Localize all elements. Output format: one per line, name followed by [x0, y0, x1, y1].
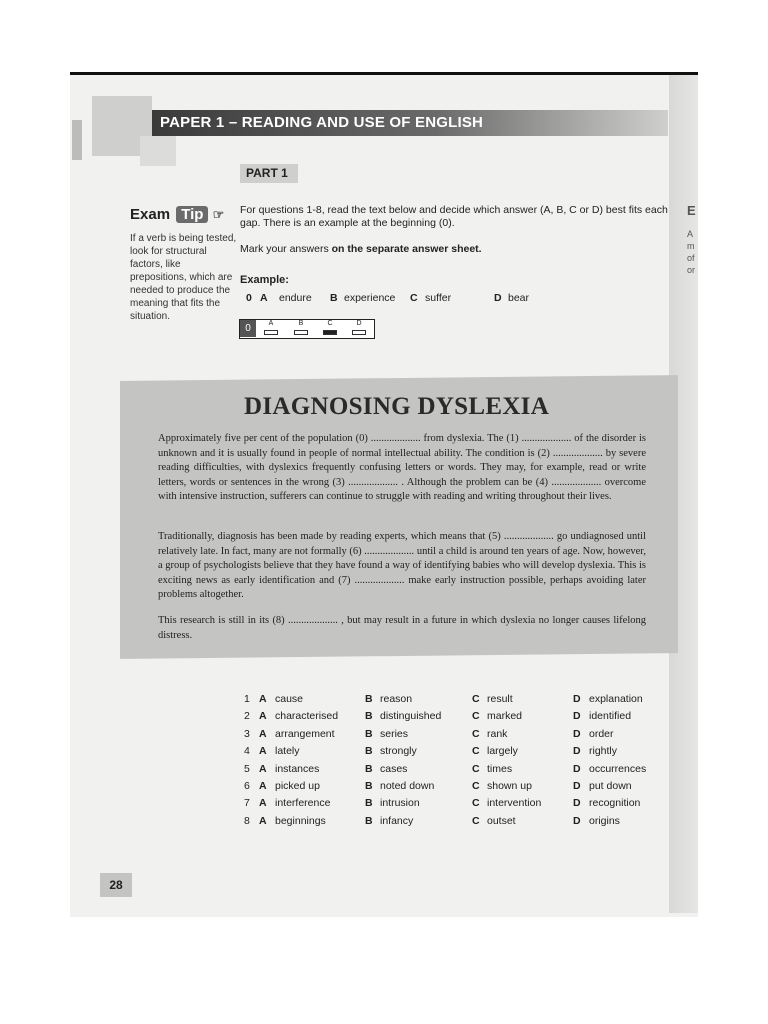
exam-tip-title: [130, 206, 224, 223]
option-letter: D: [573, 693, 581, 705]
option-c: result: [487, 693, 513, 705]
next-page-fragment: of: [687, 253, 695, 263]
instructions-mark-answers: [240, 243, 670, 256]
answer-options-table: [244, 693, 664, 832]
article-paragraph: This research is still in its (8) ................... , but may result in a future in which dyslexia no longer causes lifelong distress.: [158, 615, 646, 641]
option-letter: A: [259, 710, 267, 723]
example-letter: A: [260, 292, 268, 304]
question-number: 7: [244, 797, 250, 810]
option-d: origins: [589, 814, 620, 827]
option-letter: C: [472, 797, 480, 810]
option-letter: D: [573, 727, 581, 740]
question-number: 5: [244, 762, 250, 775]
answer-slot-a: [264, 330, 278, 335]
next-page-fragment: m: [687, 241, 695, 251]
option-d: identified: [589, 710, 632, 723]
option-letter: B: [365, 814, 373, 827]
option-letter: D: [573, 797, 581, 810]
option-letter: C: [472, 727, 480, 740]
next-page-fragment: A: [687, 229, 694, 239]
example-option: endure: [279, 292, 312, 304]
option-letter: D: [573, 710, 581, 723]
answer-box-letter: A: [268, 320, 274, 327]
example-letter: B: [330, 292, 338, 304]
question-number: 3: [244, 727, 250, 740]
example-option: experience: [344, 292, 396, 304]
example-answer-box: [239, 319, 375, 339]
options-row: [244, 763, 664, 780]
question-number: 8: [244, 814, 250, 827]
option-b: noted down: [380, 779, 435, 792]
exam-tip-word: Exam: [130, 206, 171, 223]
example-option: suffer: [425, 292, 452, 304]
example-letter: C: [410, 292, 418, 304]
page-number: 28: [100, 873, 132, 897]
option-letter: A: [259, 797, 267, 810]
option-letter: C: [472, 779, 480, 792]
option-letter: C: [472, 762, 480, 775]
option-d: recognition: [589, 797, 641, 810]
options-row: [244, 745, 664, 762]
exam-tip-body: If a verb is being tested, look for structural factors, like prepositions, which are needed to produce the meaning that fits the situation.: [130, 233, 237, 322]
option-b: reason: [380, 693, 413, 705]
option-letter: B: [365, 779, 373, 792]
answer-box-letter: B: [298, 320, 304, 327]
option-a: characterised: [275, 710, 339, 723]
option-a: lately: [275, 745, 300, 758]
question-number: 2: [244, 710, 250, 723]
option-b: distinguished: [380, 710, 442, 723]
option-letter: B: [365, 745, 373, 758]
option-c: rank: [487, 727, 508, 740]
page-title: PAPER 1 – READING AND USE OF ENGLISH: [160, 114, 484, 131]
instructions-prefix: Mark your answers: [240, 243, 332, 255]
answer-slot-b: [294, 330, 308, 335]
exam-tip-badge: Tip: [176, 206, 208, 223]
example-option: bear: [508, 292, 530, 304]
option-letter: A: [259, 762, 267, 775]
example-label: Example:: [240, 274, 289, 286]
options-row: [244, 710, 664, 727]
option-a: cause: [275, 693, 304, 705]
option-letter: B: [365, 797, 373, 810]
option-letter: C: [472, 710, 480, 723]
option-letter: D: [573, 779, 581, 792]
example-letter: D: [494, 292, 502, 304]
option-b: series: [380, 727, 409, 740]
option-a: instances: [275, 762, 320, 775]
instructions-text: For questions 1-8, read the text below and decide which answer (A, B, C or D) best fits each gap. There is an example at the beginning (0).: [240, 204, 668, 229]
option-c: marked: [487, 710, 523, 723]
option-letter: C: [472, 814, 480, 827]
option-d: rightly: [589, 745, 618, 758]
answer-box-number: 0: [240, 320, 256, 337]
option-letter: C: [472, 693, 480, 705]
option-a: picked up: [275, 779, 320, 792]
option-letter: B: [365, 762, 373, 775]
decorative-square: [72, 120, 82, 160]
option-a: beginnings: [275, 814, 326, 827]
option-letter: B: [365, 693, 373, 705]
question-number: 6: [244, 779, 250, 792]
pointing-hand-icon: ☞: [212, 207, 225, 222]
option-letter: A: [259, 779, 267, 792]
option-d: order: [589, 727, 614, 740]
option-letter: D: [573, 745, 581, 758]
example-number: 0: [246, 292, 252, 304]
option-d: explanation: [589, 693, 643, 705]
options-row: [244, 797, 664, 814]
option-b: cases: [380, 762, 408, 775]
options-row: [244, 693, 664, 710]
option-letter: A: [259, 693, 267, 705]
options-row: [244, 815, 664, 832]
option-d: put down: [589, 779, 632, 792]
option-b: infancy: [380, 814, 414, 827]
option-letter: C: [472, 745, 480, 758]
option-letter: B: [365, 727, 373, 740]
next-page-fragment: or: [687, 265, 696, 275]
option-c: times: [487, 762, 513, 775]
article-paragraph: Traditionally, diagnosis has been made by reading experts, which means that (5) ................... go undiagnosed until relatively late. In fact, many are not formally (6) ................... until a child is around ten years of age. Now, however, a group of psychologists believe that they have found a way of identifying babies who will develop dyslexia. This is exciting news as early identification and (7) ................... make early instruction possible, perhaps avoiding later problems altogether.: [158, 531, 646, 600]
answer-box-letter: D: [356, 320, 362, 327]
next-page-fragment: E: [687, 203, 696, 218]
option-letter: D: [573, 762, 581, 775]
answer-slot-d: [352, 330, 366, 335]
option-letter: A: [259, 727, 267, 740]
article-paragraph: Approximately five per cent of the population (0) ................... from dyslexia. The (1) ................... of the disorder is unknown and it is usually found in people of normal intellectual ability. The condition is (2) ................... by severe reading difficulties, with dyslexics frequently confusing letters or words. They may, for example, read or write letters, words or sentences in the wrong (3) ................... . Although the problem can be (4) ................... overcome with intensive instruction, sufferers can continue to struggle with reading and writing throughout their lives.: [158, 433, 646, 502]
question-number: 4: [244, 745, 250, 758]
option-b: intrusion: [380, 797, 420, 810]
option-a: arrangement: [275, 727, 335, 740]
option-c: shown up: [487, 779, 532, 792]
option-d: occurrences: [589, 762, 647, 775]
answer-box-letter: C: [327, 320, 333, 327]
option-c: intervention: [487, 797, 542, 810]
decorative-square: [140, 136, 176, 166]
instructions-bold: on the separate answer sheet.: [331, 243, 482, 255]
options-row: [244, 728, 664, 745]
option-c: outset: [487, 814, 516, 827]
part-label: PART 1: [240, 164, 298, 183]
option-letter: A: [259, 745, 267, 758]
option-a: interference: [275, 797, 331, 810]
option-b: strongly: [380, 745, 417, 758]
article-title: DIAGNOSING DYSLEXIA: [244, 393, 550, 420]
answer-slot-c-marked: [323, 330, 337, 335]
option-letter: B: [365, 710, 373, 723]
option-letter: D: [573, 814, 581, 827]
options-row: [244, 780, 664, 797]
option-letter: A: [259, 814, 267, 827]
question-number: 1: [244, 693, 250, 705]
option-c: largely: [487, 745, 518, 758]
